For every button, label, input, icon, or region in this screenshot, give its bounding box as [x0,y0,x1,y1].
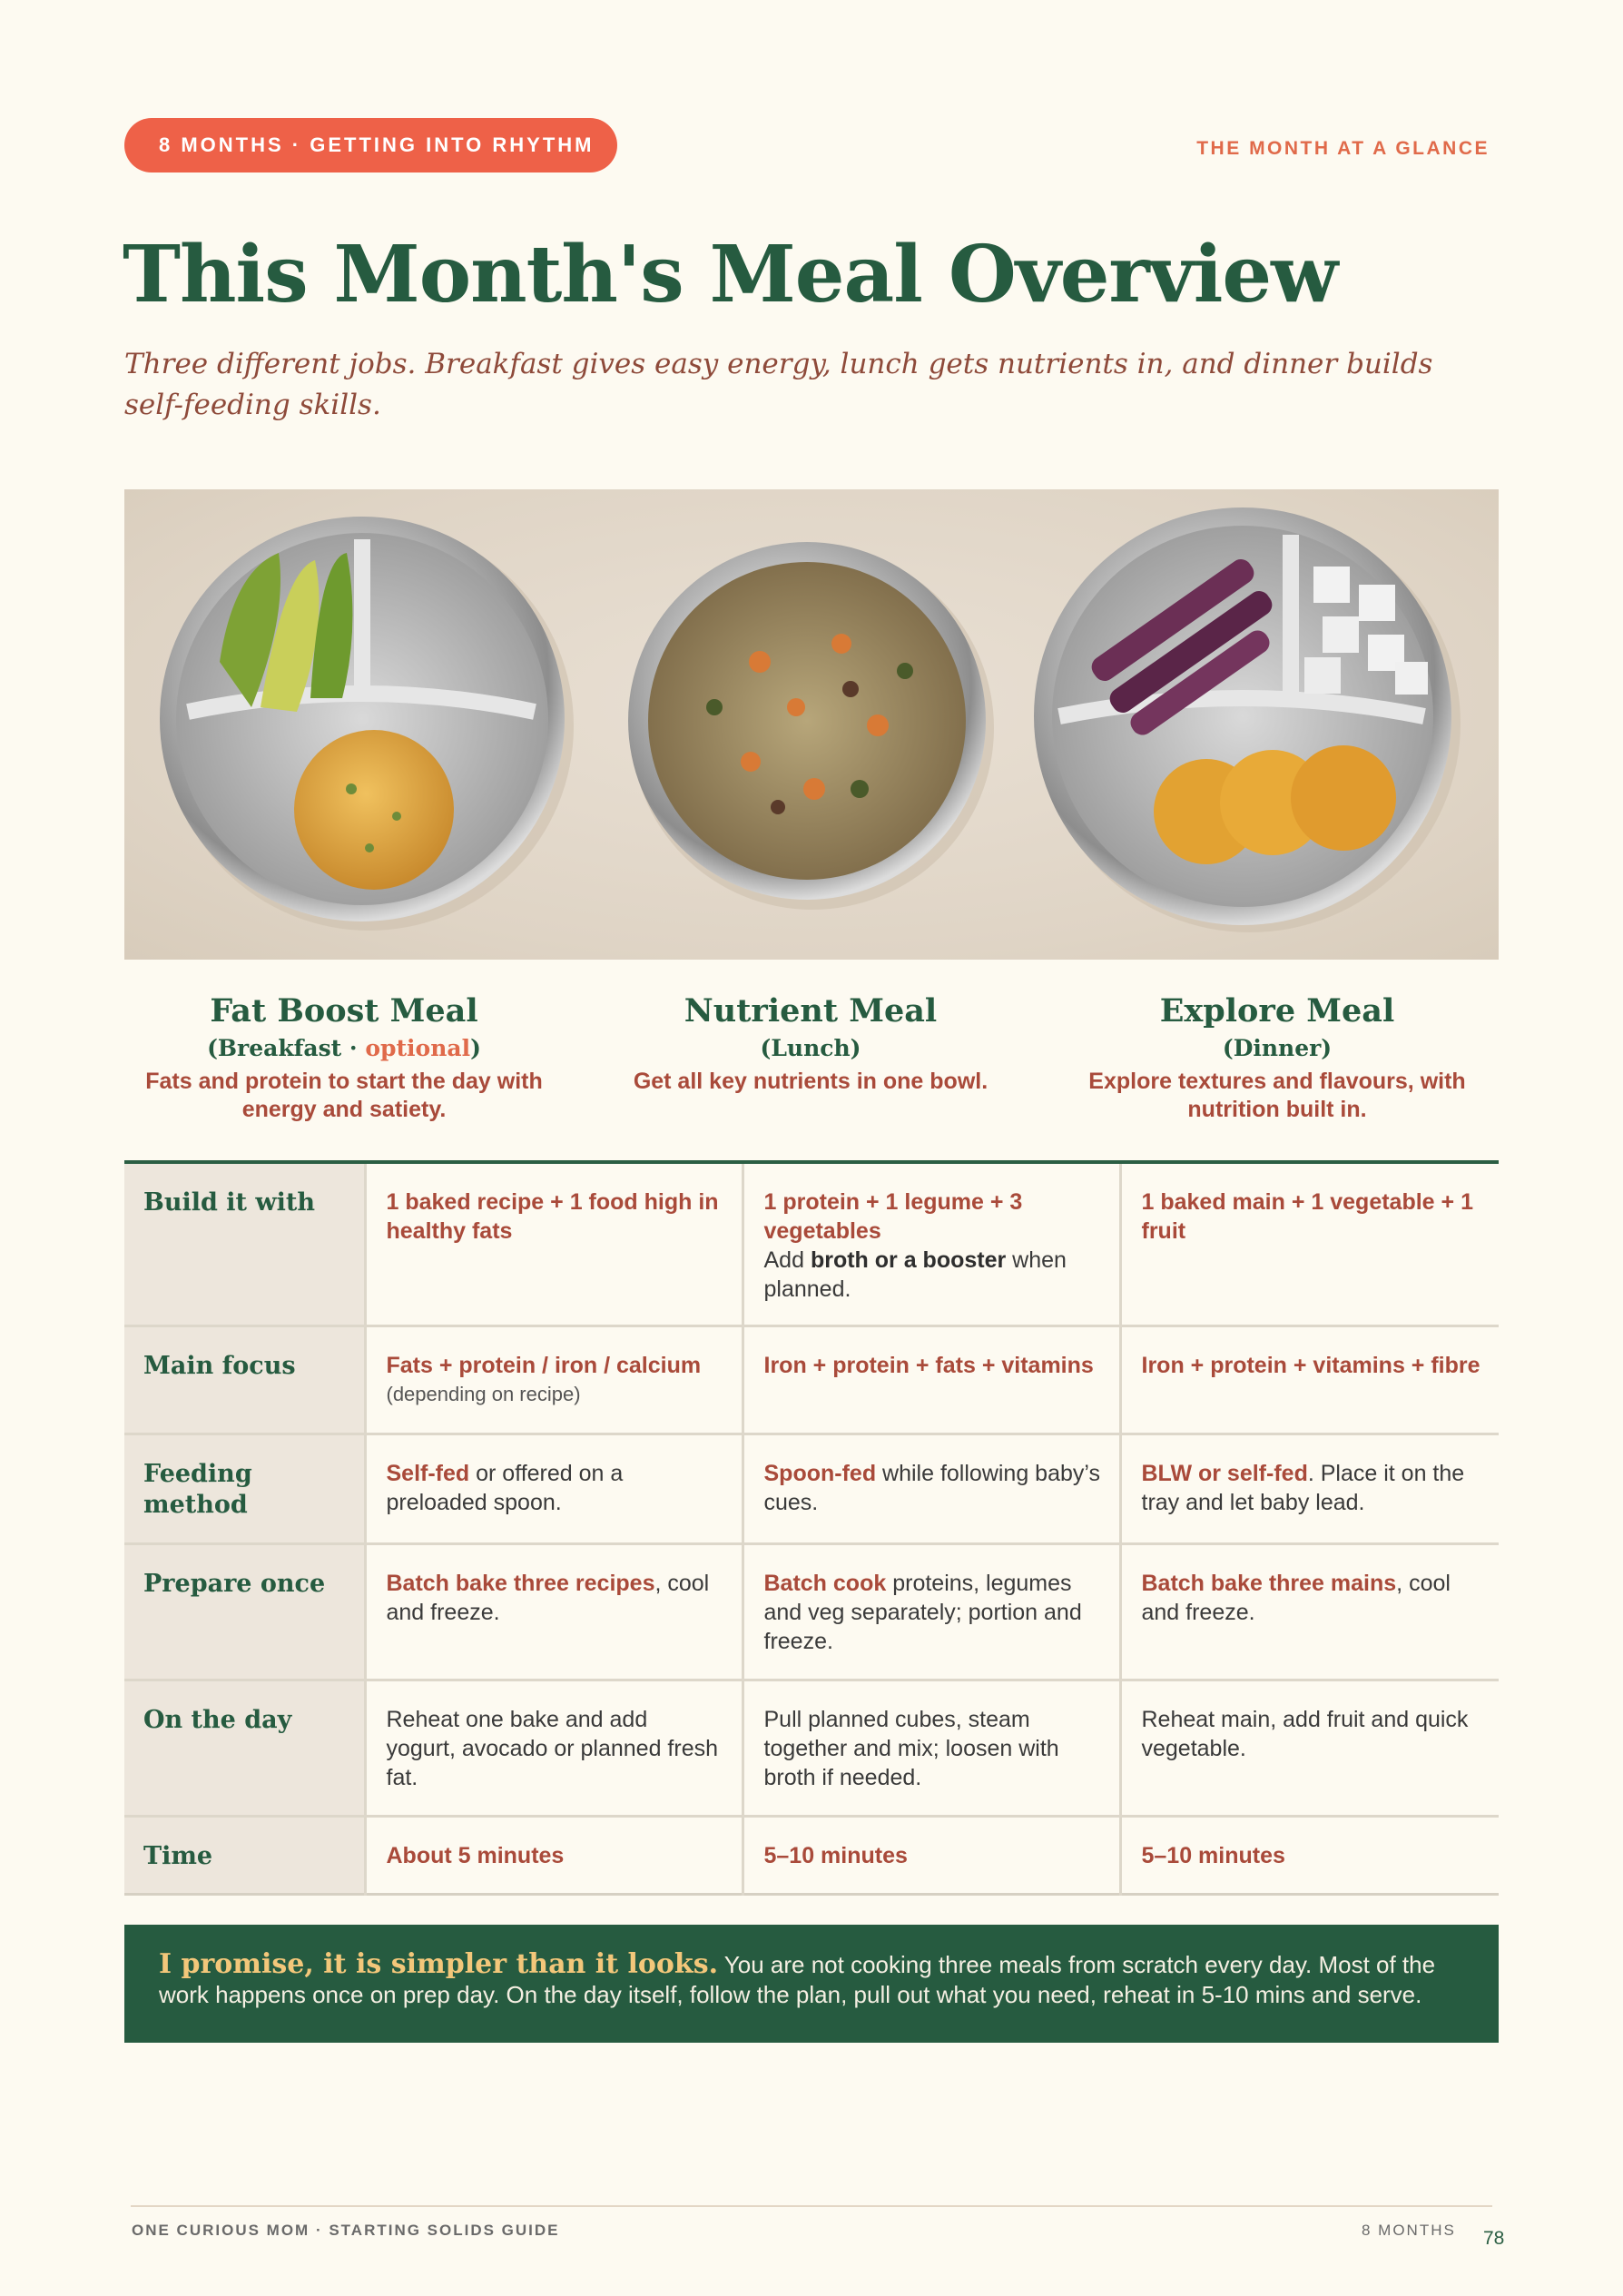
meal-header-dinner [1048,990,1506,1124]
table-cell: Batch cook proteins, legumes and veg separately; portion and freeze. [743,1543,1120,1680]
meal-header-lunch [582,990,1039,1096]
row-label: Build it with [124,1162,365,1325]
table-cell: Reheat one bake and add yogurt, avocado or planned fresh fat. [365,1680,743,1816]
table-cell: Fats + protein / iron / calcium (depending on recipe) [365,1325,743,1434]
table-row-prepare [124,1543,1499,1680]
table-row-feeding [124,1434,1499,1543]
table-cell: Spoon-fed while following baby’s cues. [743,1434,1120,1543]
table-row-time [124,1816,1499,1894]
table-cell: Pull planned cubes, steam together and mix; loosen with broth if needed. [743,1680,1120,1816]
meal-name: Explore Meal [1159,992,1395,1030]
meal-description: Fats and protein to start the day with energy and satiety. [145,1069,543,1122]
table-cell: Reheat main, add fruit and quick vegetable. [1120,1680,1499,1816]
table-cell: 1 protein + 1 legume + 3 vegetables Add broth or a booster when planned. [743,1162,1120,1325]
row-label: On the day [124,1680,365,1816]
table-row-build [124,1162,1499,1325]
footer-divider [131,2205,1492,2207]
meal-subtitle: (Dinner) [1222,1035,1333,1061]
table-cell: 5–10 minutes [1141,1842,1285,1868]
row-label: Prepare once [124,1543,365,1680]
banner-lead: I promise, it is simpler than it looks. [159,1948,719,1980]
meal-name: Fat Boost Meal [210,992,478,1030]
page-subtitle: Three different jobs. Breakfast gives easy energy, lunch gets nutrients in, and dinner builds self-feeding skills. [124,348,1433,421]
table-cell: 1 baked main + 1 vegetable + 1 fruit [1120,1162,1499,1325]
grain-bowl-icon [628,542,994,910]
page-number: 78 [1483,2228,1505,2249]
table-row-focus [124,1325,1499,1434]
meal-description: Explore textures and flavours, with nutrition built in. [1088,1069,1466,1122]
sweet-potato-dragonfruit-fritter-plate-icon [1034,507,1461,932]
table-row-day [124,1680,1499,1816]
section-label: THE MONTH AT A GLANCE [1196,138,1490,159]
footer-title: ONE CURIOUS MOM · STARTING SOLIDS GUIDE [132,2222,560,2239]
meals-photo [124,489,1499,960]
footer-section: 8 MONTHS [1362,2222,1456,2239]
meal-subtitle: (Breakfast · optional) [207,1035,481,1061]
promise-banner [124,1925,1499,2043]
table-cell: 5–10 minutes [743,1816,1120,1894]
table-cell: Iron + protein + fats + vitamins [743,1325,1120,1434]
meal-name: Nutrient Meal [684,992,938,1030]
banner-text: You are not cooking three meals from scratch every day. Most of the work happens once on prep day. On the day itself, follow the plan, pull out what you need, reheat in 5-10 mins and serve. [159,1951,1436,2008]
meal-description: Get all key nutrients in one bowl. [633,1069,989,1094]
table-cell: Batch bake three mains, cool and freeze. [1120,1543,1499,1680]
page-title: This Month's Meal Overview [123,229,1338,320]
meal-subtitle: (Lunch) [760,1035,861,1061]
table-cell: Iron + protein + vitamins + fibre [1120,1325,1499,1434]
meal-overview-table [124,1160,1499,1896]
section-pill: 8 MONTHS · GETTING INTO RHYTHM [124,118,617,172]
row-label: Time [124,1816,365,1894]
table-cell: BLW or self-fed. Place it on the tray and let baby lead. [1120,1434,1499,1543]
table-cell: About 5 minutes [365,1816,743,1894]
avocado-and-muffin-plate-icon [160,517,574,931]
row-label: Feeding method [124,1434,365,1543]
table-cell: Batch bake three recipes, cool and freeze. [365,1543,743,1680]
meal-header-breakfast [115,990,573,1124]
table-cell: 1 baked recipe + 1 food high in healthy fats [365,1162,743,1325]
table-cell: Self-fed or offered on a preloaded spoon. [365,1434,743,1543]
row-label: Main focus [124,1325,365,1434]
